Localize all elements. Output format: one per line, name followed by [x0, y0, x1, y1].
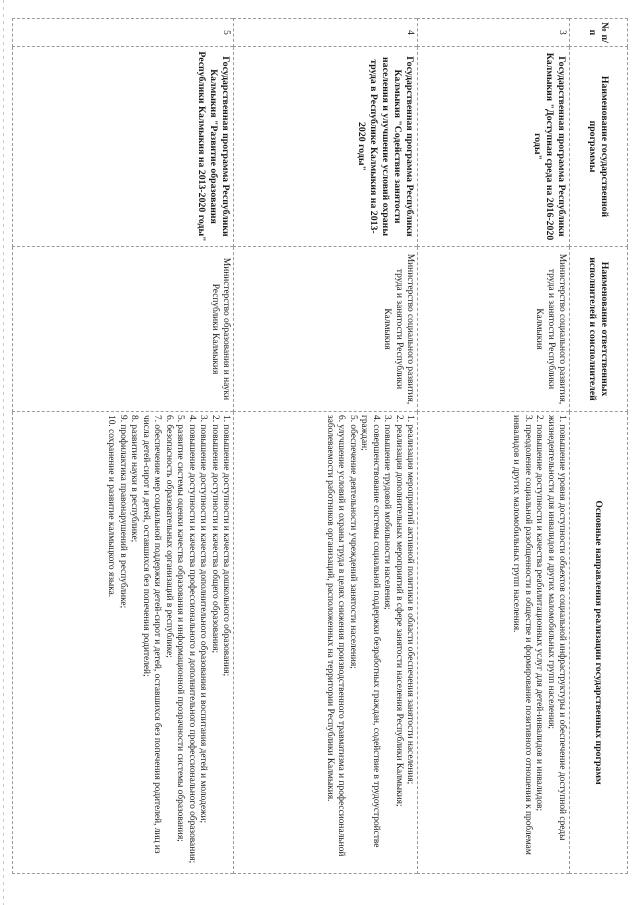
direction-item: 1. повышение доступности и качества дошкольного образования; [221, 415, 231, 677]
table-row [418, 19, 570, 874]
directions-list [323, 415, 415, 870]
direction-item: 9. профилактика правонарушений в республике; [117, 415, 128, 609]
header-num: № п/п [570, 19, 628, 47]
row-number: 5 [13, 19, 234, 47]
header-responsible: Наименование ответственных исполнителей и соисполнителей [570, 247, 628, 412]
header-directions: Основные направления реализации государственных программ [570, 412, 628, 874]
rotated-table-sheet [13, 18, 628, 873]
direction-item: 5. развитие системы оценки качества образования и информационной прозрачности системы образования; [175, 415, 186, 842]
direction-item: 6. безопасность образовательных организаций в республике; [163, 415, 174, 658]
direction-item: 2. повышение доступности и качества общего образования; [209, 415, 220, 654]
direction-item: 2. повышение доступности и качества реабилитационных услуг для детей-инвалидов и инвалидов; [534, 415, 545, 812]
programs-table [12, 18, 628, 874]
directions-cell [418, 412, 570, 874]
scan-edge [3, 0, 4, 905]
program-name: Государственная программа Республики Калмыкия "Содействие занятости населения и улучшение условий охраны труда в Республике Калмыкия на 2013-2020 годы" [234, 47, 418, 247]
row-number: 4 [234, 19, 418, 47]
direction-item: 3. повышение доступности и качества дополнительного образования и воспитания детей и молодежи; [198, 415, 209, 824]
responsible-executor: Министерство образования и науки Республики Калмыкия [13, 247, 234, 412]
header-program: Наименование государственной программы [570, 47, 628, 247]
directions-list [510, 415, 567, 870]
direction-item: 3. преодоление социальной разобщенности в обществе и формирование позитивного отношения к проблемам инвалидов и других маломобильных групп населения. [511, 415, 533, 855]
direction-item: 7. обеспечение мер социальной поддержки детей-сирот и детей, оставшихся без попечения родителей, лиц из числа детей-сирот и детей, оставшихся без попечения родителей; [140, 415, 163, 854]
direction-item: 4. повышение доступности и качества профессионального и дополнительного профессионального образования; [186, 415, 197, 864]
table-row [13, 19, 234, 874]
direction-item: 1. повышение уровня доступности объектов социальной инфраструктуры и обеспечение доступной среды жизнедеятельности для инвалидов и других маломобильных групп населения; [545, 415, 567, 841]
row-number: 3 [418, 19, 570, 47]
table-row [234, 19, 418, 874]
program-name: Государственная программа Республики Калмыкия "Развитие образования Республики Калмыкия на 2013-2020 годы" [13, 47, 234, 247]
direction-item: 8. развитие науки в республике; [129, 415, 140, 543]
responsible-executor: Министерство социального развития, труда и занятости Республики Калмыкия [234, 247, 418, 412]
directions-list [105, 415, 231, 870]
table-header-row [570, 19, 628, 874]
direction-item: 1. реализация мероприятий активной политики в области обеспечения занятости населения; [405, 415, 415, 785]
program-name: Государственная программа Республики Калмыкия "Доступная среда на 2016-2020 годы" [418, 47, 570, 247]
directions-cell [13, 412, 234, 874]
direction-item: 3. повышение трудовой мобильности населения; [382, 415, 393, 610]
directions-cell [234, 412, 418, 874]
direction-item: 4. совершенствование системы социальной поддержки безработных граждан, содействие в трудоустройстве граждан; [359, 415, 381, 848]
direction-item: 6. улучшение условий и охраны труда в целях снижения производственного травматизма и профессиональной заболеваемости работников организаций, расположенных на территории Республики Калмыкия. [324, 415, 347, 857]
responsible-executor: Министерство социального развития, труда и занятости Республики Калмыкия [418, 247, 570, 412]
direction-item: 10. сохранение и развитие калмыцкого языка. [106, 415, 117, 598]
direction-item: 2. реализация дополнительных мероприятий в сфере занятости населения Республики Калмыкия; [393, 415, 404, 807]
direction-item: 5. обеспечение деятельности учреждений занятости населения; [347, 415, 358, 669]
